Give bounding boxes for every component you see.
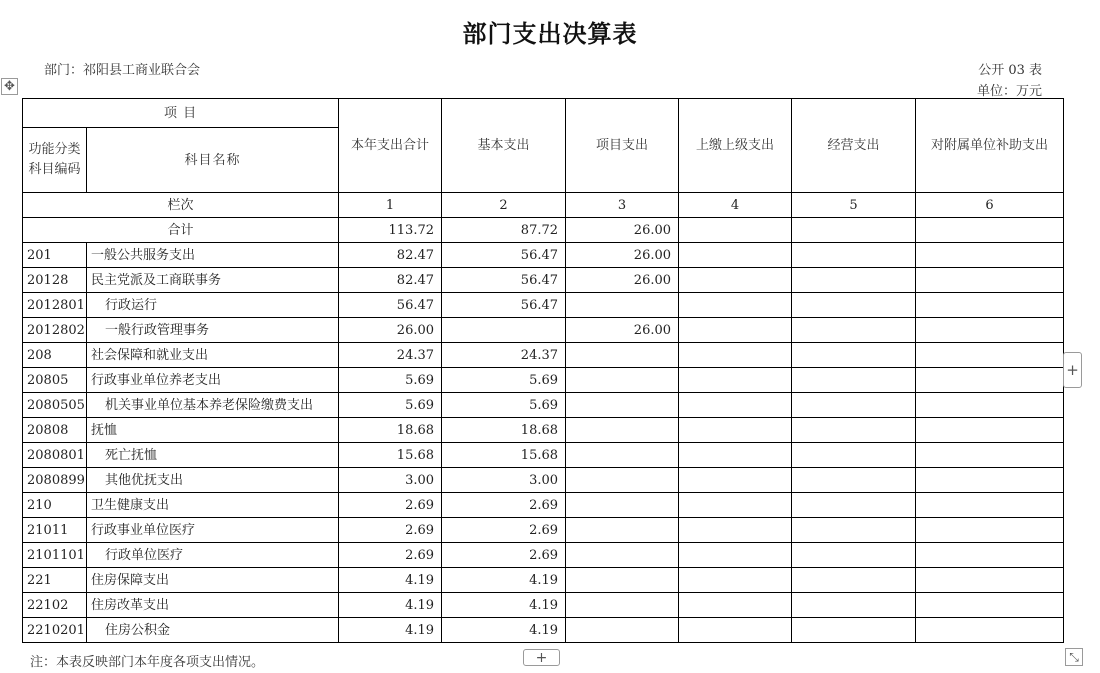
col-label: 栏次: [23, 193, 339, 218]
row-upper: [679, 518, 792, 543]
table-row: [23, 518, 1064, 543]
add-row-button[interactable]: +: [523, 649, 560, 666]
table-row: [23, 343, 1064, 368]
row-basic: 56.47: [442, 243, 566, 268]
row-operating: [792, 568, 916, 593]
row-subsidy: [916, 468, 1064, 493]
table-row: [23, 418, 1064, 443]
row-total: 2.69: [339, 518, 442, 543]
table-row: [23, 393, 1064, 418]
row-code: 22102: [23, 593, 87, 618]
row-operating: [792, 543, 916, 568]
col-num: 6: [916, 193, 1064, 218]
row-total: 4.19: [339, 593, 442, 618]
row-code: 2012801: [23, 293, 87, 318]
row-subsidy: [916, 443, 1064, 468]
row-project: 26.00: [566, 268, 679, 293]
row-project: [566, 593, 679, 618]
unit-label: 单位：万元: [976, 84, 1042, 99]
row-operating: [792, 518, 916, 543]
row-subject-name: 卫生健康支出: [87, 493, 339, 518]
row-code: 221: [23, 568, 87, 593]
row-subject-name: 一般公共服务支出: [87, 243, 339, 268]
page-title: 部门支出决算表: [462, 20, 638, 48]
row-upper: [679, 618, 792, 643]
row-total: 26.00: [339, 318, 442, 343]
row-total: 18.68: [339, 418, 442, 443]
table-row: [23, 618, 1064, 643]
row-code: 20805: [23, 368, 87, 393]
header-subject-name: 科目名称: [87, 128, 339, 193]
row-upper: [679, 418, 792, 443]
row-basic: 5.69: [442, 393, 566, 418]
row-upper: [679, 468, 792, 493]
table-row: [23, 293, 1064, 318]
row-project: [566, 393, 679, 418]
row-code: 2101101: [23, 543, 87, 568]
table-row: [23, 493, 1064, 518]
col-num: 5: [792, 193, 916, 218]
header-item: 项 目: [23, 99, 339, 128]
header-subsidy: 对附属单位补助支出: [916, 99, 1064, 193]
row-upper: [679, 568, 792, 593]
row-operating: [792, 418, 916, 443]
row-upper: [679, 293, 792, 318]
summary-label: 合计: [23, 218, 339, 243]
row-operating: [792, 268, 916, 293]
footnote: 注：本表反映部门本年度各项支出情况。: [30, 655, 265, 670]
table-row: [23, 368, 1064, 393]
row-total: 2.69: [339, 493, 442, 518]
row-code: 2210201: [23, 618, 87, 643]
row-basic: 2.69: [442, 543, 566, 568]
col-num: 2: [442, 193, 566, 218]
table-row: [23, 543, 1064, 568]
row-upper: [679, 318, 792, 343]
row-project: 26.00: [566, 243, 679, 268]
row-subsidy: [916, 268, 1064, 293]
table-row: [23, 468, 1064, 493]
row-project: [566, 468, 679, 493]
row-total: 4.19: [339, 568, 442, 593]
summary-upper: [679, 218, 792, 243]
row-total: 3.00: [339, 468, 442, 493]
row-total: 24.37: [339, 343, 442, 368]
table-row: [23, 243, 1064, 268]
table-move-handle-icon[interactable]: ✥: [1, 78, 18, 95]
col-num: 3: [566, 193, 679, 218]
row-project: [566, 543, 679, 568]
row-subsidy: [916, 393, 1064, 418]
row-operating: [792, 468, 916, 493]
header-total: 本年支出合计: [339, 99, 442, 193]
row-total: 56.47: [339, 293, 442, 318]
row-subsidy: [916, 568, 1064, 593]
summary-subsidy: [916, 218, 1064, 243]
header-upper: 上缴上级支出: [679, 99, 792, 193]
row-project: [566, 443, 679, 468]
row-project: [566, 418, 679, 443]
row-basic: 4.19: [442, 618, 566, 643]
table-body: [23, 243, 1064, 643]
row-subject-name: 行政事业单位医疗: [87, 518, 339, 543]
row-upper: [679, 443, 792, 468]
summary-operating: [792, 218, 916, 243]
row-operating: [792, 293, 916, 318]
row-upper: [679, 343, 792, 368]
row-basic: 15.68: [442, 443, 566, 468]
table-row: [23, 318, 1064, 343]
summary-basic: 87.72: [442, 218, 566, 243]
row-project: [566, 368, 679, 393]
row-project: [566, 618, 679, 643]
row-subsidy: [916, 518, 1064, 543]
row-project: [566, 568, 679, 593]
row-code: 2080899: [23, 468, 87, 493]
row-subsidy: [916, 543, 1064, 568]
row-code: 2080801: [23, 443, 87, 468]
row-operating: [792, 593, 916, 618]
row-subsidy: [916, 368, 1064, 393]
row-basic: 24.37: [442, 343, 566, 368]
row-subsidy: [916, 618, 1064, 643]
row-operating: [792, 618, 916, 643]
row-basic: 3.00: [442, 468, 566, 493]
header-row-1: [23, 99, 1064, 128]
row-basic: 4.19: [442, 593, 566, 618]
row-basic: 18.68: [442, 418, 566, 443]
row-basic: [442, 318, 566, 343]
row-project: [566, 518, 679, 543]
row-operating: [792, 443, 916, 468]
row-subject-name: 社会保障和就业支出: [87, 343, 339, 368]
row-total: 2.69: [339, 543, 442, 568]
row-basic: 4.19: [442, 568, 566, 593]
row-total: 82.47: [339, 243, 442, 268]
row-subject-name: 住房保障支出: [87, 568, 339, 593]
summary-total: 113.72: [339, 218, 442, 243]
row-basic: 2.69: [442, 493, 566, 518]
row-subsidy: [916, 318, 1064, 343]
row-subject-name: 死亡抚恤: [87, 443, 339, 468]
row-upper: [679, 493, 792, 518]
row-subsidy: [916, 243, 1064, 268]
row-subsidy: [916, 343, 1064, 368]
row-project: [566, 493, 679, 518]
row-code: 21011: [23, 518, 87, 543]
department-label: 部门：祁阳县工商业联合会: [44, 63, 201, 78]
row-upper: [679, 243, 792, 268]
row-upper: [679, 393, 792, 418]
col-num: 1: [339, 193, 442, 218]
header-project: 项目支出: [566, 99, 679, 193]
row-subsidy: [916, 293, 1064, 318]
row-subject-name: 一般行政管理事务: [87, 318, 339, 343]
row-code: 20808: [23, 418, 87, 443]
row-operating: [792, 493, 916, 518]
row-code: 208: [23, 343, 87, 368]
row-total: 5.69: [339, 393, 442, 418]
row-upper: [679, 543, 792, 568]
row-basic: 56.47: [442, 268, 566, 293]
row-basic: 56.47: [442, 293, 566, 318]
header-basic: 基本支出: [442, 99, 566, 193]
row-project: 26.00: [566, 318, 679, 343]
row-subsidy: [916, 493, 1064, 518]
add-column-button[interactable]: +: [1063, 352, 1082, 388]
summary-project: 26.00: [566, 218, 679, 243]
row-total: 82.47: [339, 268, 442, 293]
row-code: 2012802: [23, 318, 87, 343]
summary-row: [23, 218, 1064, 243]
row-project: [566, 343, 679, 368]
row-operating: [792, 318, 916, 343]
row-upper: [679, 368, 792, 393]
table-row: [23, 593, 1064, 618]
table-row: [23, 568, 1064, 593]
row-subject-name: 其他优抚支出: [87, 468, 339, 493]
expenditure-table: [22, 98, 1064, 643]
row-operating: [792, 393, 916, 418]
row-subject-name: 机关事业单位基本养老保险缴费支出: [87, 393, 339, 418]
column-number-row: [23, 193, 1064, 218]
row-total: 4.19: [339, 618, 442, 643]
row-subject-name: 抚恤: [87, 418, 339, 443]
header-func-code: 功能分类科目编码: [23, 128, 87, 193]
row-upper: [679, 268, 792, 293]
row-total: 5.69: [339, 368, 442, 393]
row-subject-name: 行政运行: [87, 293, 339, 318]
row-subject-name: 行政事业单位养老支出: [87, 368, 339, 393]
row-operating: [792, 243, 916, 268]
row-code: 201: [23, 243, 87, 268]
header-operating: 经营支出: [792, 99, 916, 193]
row-project: [566, 293, 679, 318]
row-subject-name: 住房改革支出: [87, 593, 339, 618]
row-subsidy: [916, 593, 1064, 618]
row-subject-name: 住房公积金: [87, 618, 339, 643]
row-code: 20128: [23, 268, 87, 293]
row-operating: [792, 343, 916, 368]
row-code: 210: [23, 493, 87, 518]
row-subject-name: 民主党派及工商联事务: [87, 268, 339, 293]
table-row: [23, 443, 1064, 468]
row-code: 2080505: [23, 393, 87, 418]
table-number: 公开 03 表: [978, 63, 1042, 78]
col-num: 4: [679, 193, 792, 218]
row-operating: [792, 368, 916, 393]
row-upper: [679, 593, 792, 618]
table-row: [23, 268, 1064, 293]
row-basic: 2.69: [442, 518, 566, 543]
row-subject-name: 行政单位医疗: [87, 543, 339, 568]
table-resize-handle-icon[interactable]: ⤡: [1065, 648, 1083, 666]
row-subsidy: [916, 418, 1064, 443]
row-basic: 5.69: [442, 368, 566, 393]
row-total: 15.68: [339, 443, 442, 468]
